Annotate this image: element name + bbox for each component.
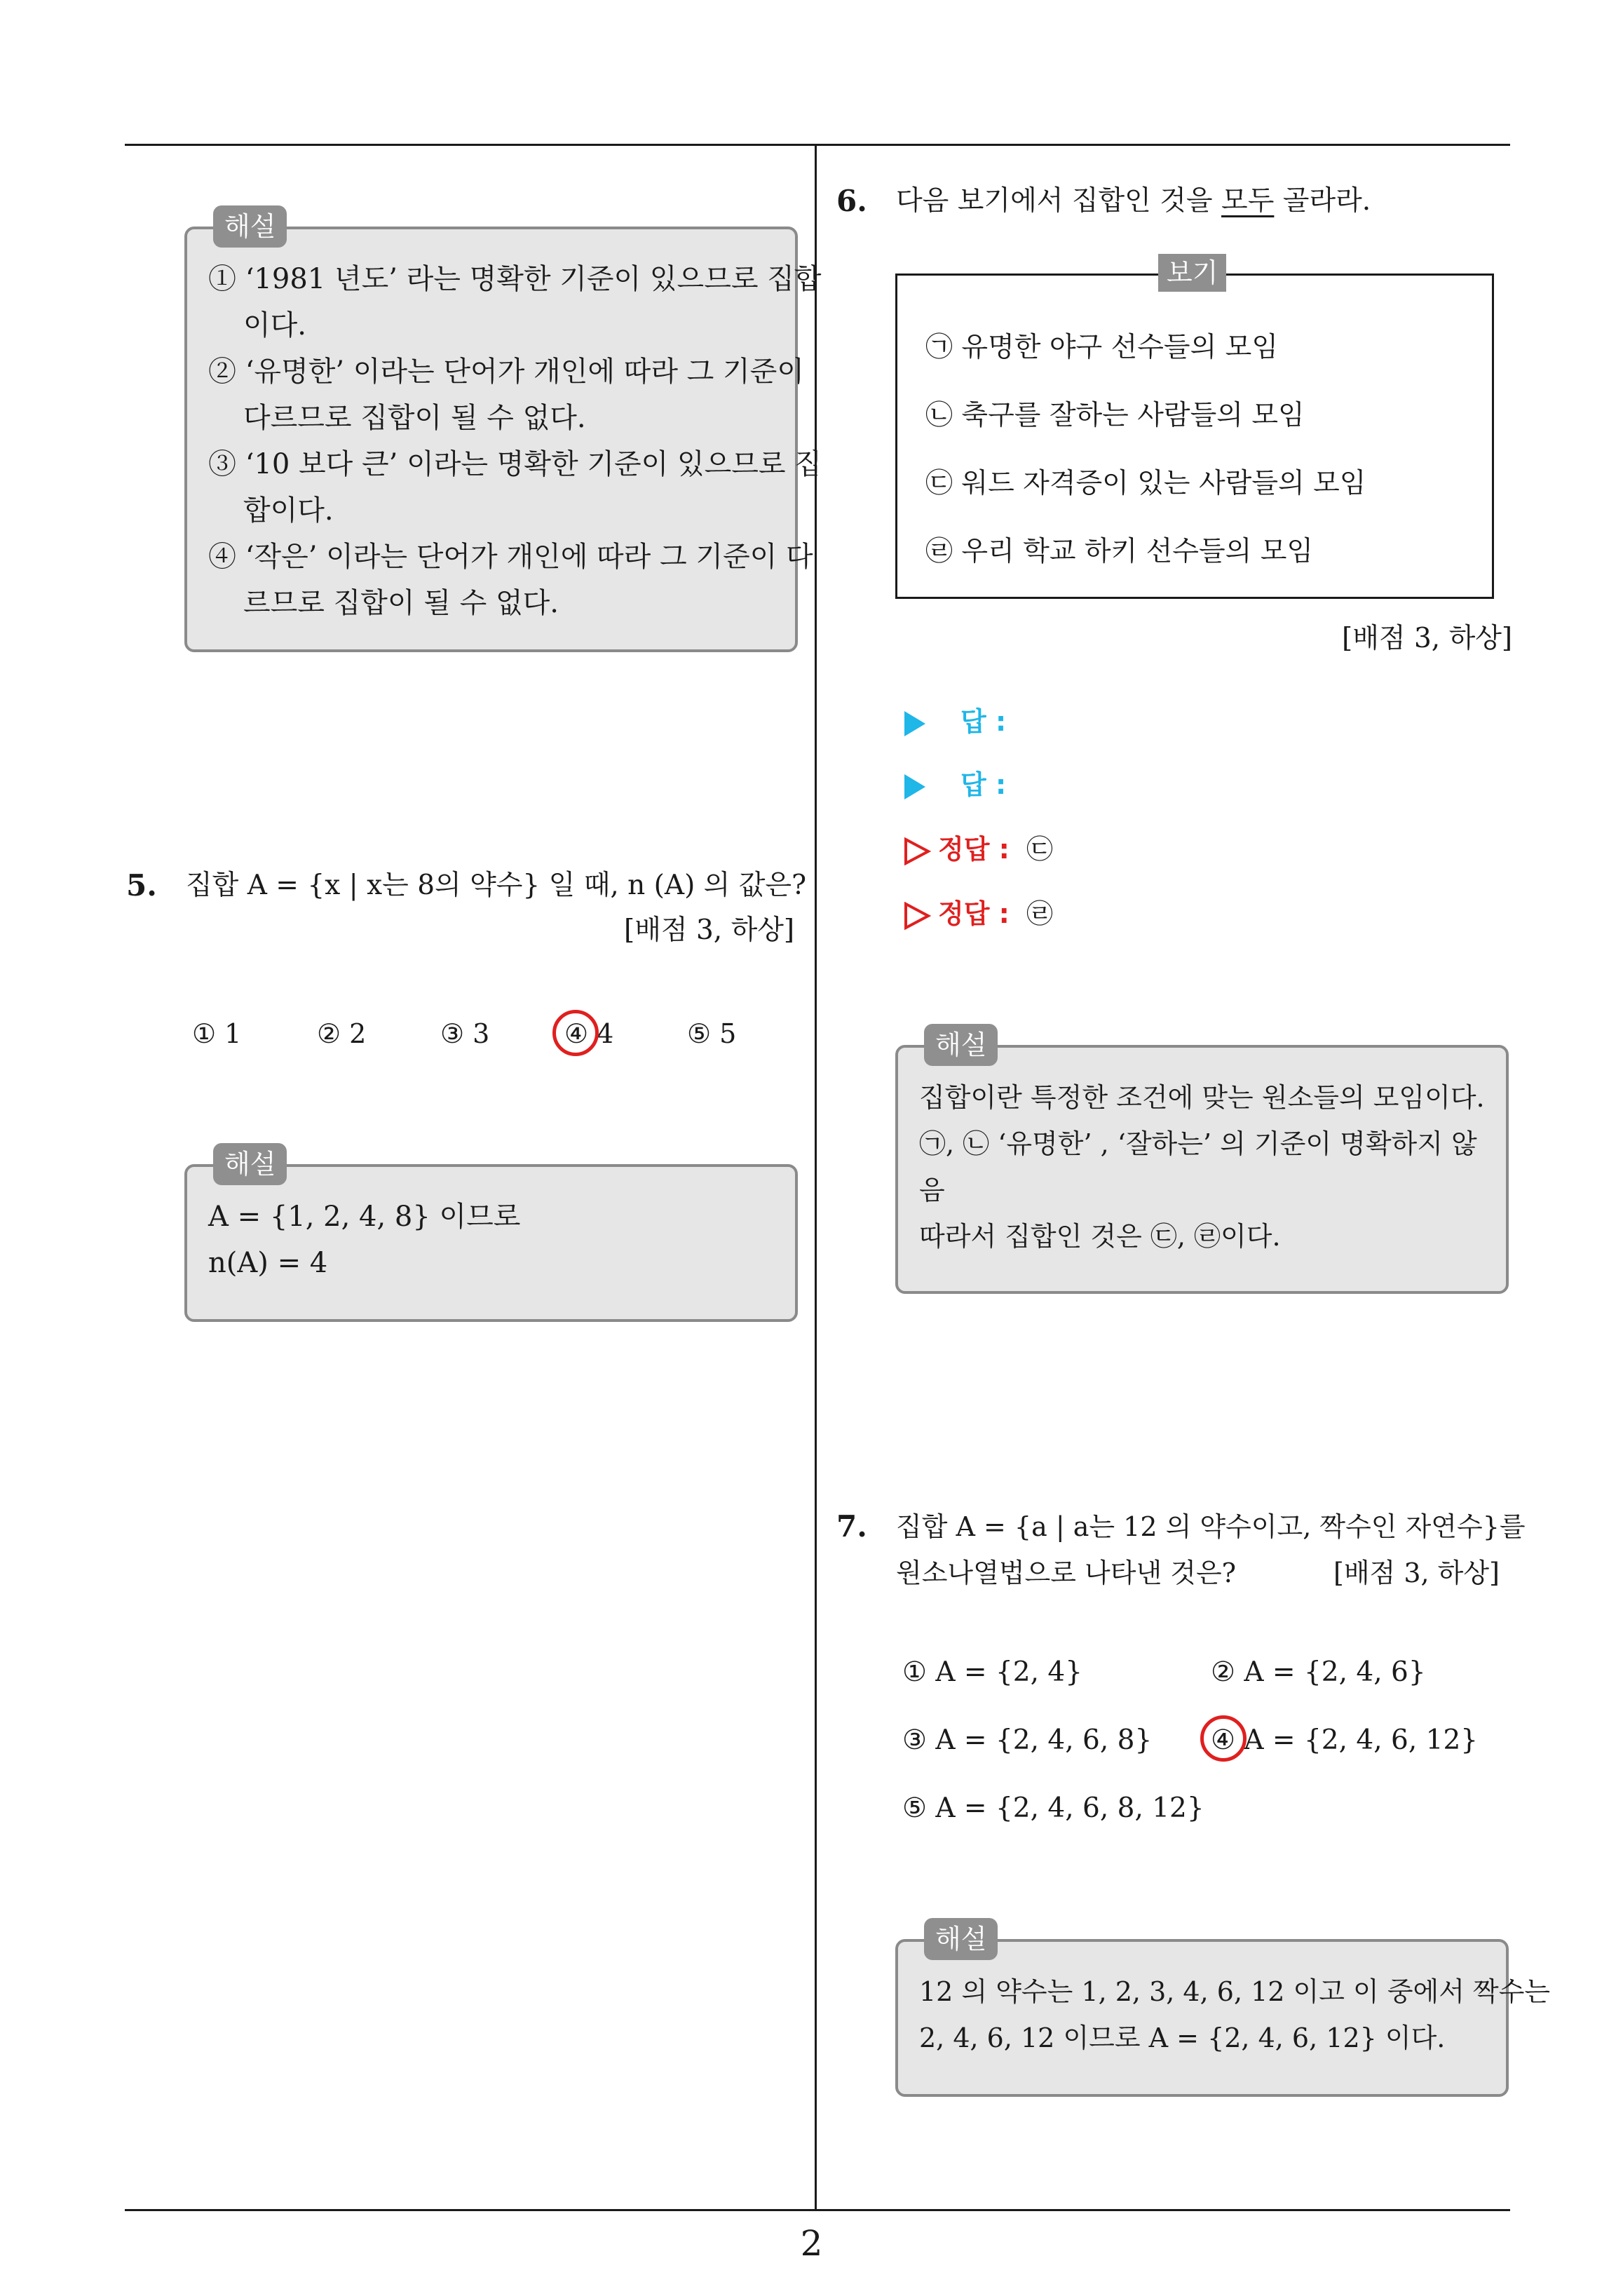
q5-question-text: 집합 A = {x | x는 8의 약수} 일 때, n (A) 의 값은? [186, 870, 807, 901]
q6-answer-row-2[interactable] [904, 763, 1006, 802]
q6-bogi-item-3: ㉢ 워드 자격증이 있는 사람들의 모임 [925, 468, 1366, 499]
q6-bogi-item-1: ㉠ 유명한 야구 선수들의 모임 [925, 332, 1279, 363]
q5-choice-5[interactable]: ⑤ 5 [687, 1018, 737, 1049]
q7-selected-answer-circle [1200, 1715, 1247, 1762]
q6-exp-line-3: 음 [919, 1175, 945, 1206]
q7-choice-5[interactable]: ⑤ A = {2, 4, 6, 8, 12} [902, 1792, 1204, 1824]
q6-correct-label-2: 정답 : [938, 898, 1010, 929]
q7-exp-line-2: 2, 4, 6, 12 이므로 A = {2, 4, 6, 12} 이다. [919, 2022, 1446, 2053]
q4-explanation-tab: 해설 [213, 205, 287, 248]
answer-arrow-icon [904, 774, 925, 799]
footer-rule [125, 2209, 1510, 2211]
q6-exp-line-1: 집합이란 특정한 조건에 맞는 원소들의 모임이다. [919, 1082, 1485, 1113]
q5-exp-line-1: A = {1, 2, 4, 8} 이므로 [208, 1201, 521, 1233]
q6-explanation-tab: 해설 [924, 1024, 998, 1066]
q7-choice-2[interactable]: ② A = {2, 4, 6} [1211, 1656, 1426, 1688]
q7-points: [배점 3, 하상] [1333, 1558, 1500, 1588]
q5-choice-3[interactable]: ③ 3 [440, 1018, 490, 1049]
q6-explanation-box [895, 1045, 1509, 1294]
q6-correct-label-1: 정답 : [938, 834, 1010, 865]
q4-exp-line-2: 이다. [243, 309, 306, 342]
q7-explanation-tab: 해설 [924, 1918, 998, 1960]
q4-exp-line-7: ④ ‘작은’ 이라는 단어가 개인에 따라 그 기준이 다 [208, 541, 813, 573]
q6-correct-answer-1: ㉢ [1026, 834, 1054, 865]
correct-arrow-icon [903, 902, 931, 930]
q6-correct-row-2 [903, 892, 1053, 931]
page-number: 2 [800, 2223, 823, 2264]
q7-choice-1[interactable]: ① A = {2, 4} [902, 1656, 1083, 1688]
q5-selected-answer-circle [552, 1010, 599, 1056]
q5-points: [배점 3, 하상] [624, 914, 795, 946]
q4-exp-line-5: ③ ‘10 보다 큰’ 이라는 명확한 기준이 있으므로 집 [208, 448, 822, 480]
q7-exp-line-1: 12 의 약수는 1, 2, 3, 4, 6, 12 이고 이 중에서 짝수는 [919, 1976, 1551, 2007]
q4-exp-line-6: 합이다. [243, 494, 334, 527]
q5-explanation-tab: 해설 [213, 1143, 287, 1185]
q6-text-after: 골라라. [1274, 185, 1371, 217]
q6-bogi-item-4: ㉣ 우리 학교 하키 선수들의 모임 [925, 536, 1314, 567]
q6-number: 6. [836, 184, 867, 218]
q6-answer-label-2: 답 : [960, 769, 1007, 800]
q7-choice-3[interactable]: ③ A = {2, 4, 6, 8} [902, 1724, 1153, 1756]
q7-choice-4[interactable]: ④ A = {2, 4, 6, 12} [1211, 1724, 1479, 1756]
q6-bogi-tab: 보기 [1158, 254, 1226, 292]
q7-number: 7. [836, 1509, 867, 1544]
q7-question-line-1: 집합 A = {a | a는 12 의 약수이고, 짝수인 자연수}를 [896, 1511, 1526, 1542]
q6-answer-row-1[interactable] [904, 700, 1006, 738]
q6-exp-line-2: ㉠, ㉡ ‘유명한’ , ‘잘하는’ 의 기준이 명확하지 않 [919, 1128, 1477, 1159]
q4-exp-line-1: ① ‘1981 년도’ 라는 명확한 기준이 있으므로 집합 [208, 263, 822, 295]
q6-text-before: 다음 보기에서 집합인 것을 [896, 185, 1222, 217]
q4-exp-line-3: ② ‘유명한’ 이라는 단어가 개인에 따라 그 기준이 [208, 356, 804, 388]
q6-exp-line-4: 따라서 집합인 것은 ㉢, ㉣이다. [919, 1221, 1281, 1252]
q4-exp-line-4: 다르므로 집합이 될 수 없다. [243, 402, 586, 434]
q5-choice-4[interactable]: ④ 4 [564, 1018, 614, 1049]
q5-choice-2[interactable]: ② 2 [317, 1018, 367, 1049]
q6-question-text [896, 178, 1371, 224]
correct-arrow-icon [903, 837, 931, 865]
header-rule [125, 144, 1510, 146]
q6-text-underlined: 모두 [1221, 185, 1275, 217]
q6-points: [배점 3, 하상] [1342, 623, 1513, 654]
q5-choice-1[interactable]: ① 1 [192, 1018, 242, 1049]
answer-arrow-icon [904, 711, 925, 736]
q7-question-line-2: 원소나열법으로 나타낸 것은? [896, 1558, 1237, 1588]
q6-bogi-item-2: ㉡ 축구를 잘하는 사람들의 모임 [925, 400, 1305, 431]
q7-explanation-box [895, 1939, 1551, 2097]
q4-explanation-box [184, 227, 822, 652]
q6-answer-label-1: 답 : [960, 706, 1007, 737]
q6-correct-answer-2: ㉣ [1026, 898, 1054, 929]
q6-bogi-box [895, 274, 1494, 599]
q5-exp-line-2: n(A) = 4 [208, 1247, 328, 1279]
q5-explanation-box [184, 1164, 798, 1322]
q4-exp-line-8: 르므로 집합이 될 수 없다. [243, 587, 559, 619]
q6-correct-row-1 [903, 828, 1053, 866]
q5-number: 5. [126, 868, 157, 903]
